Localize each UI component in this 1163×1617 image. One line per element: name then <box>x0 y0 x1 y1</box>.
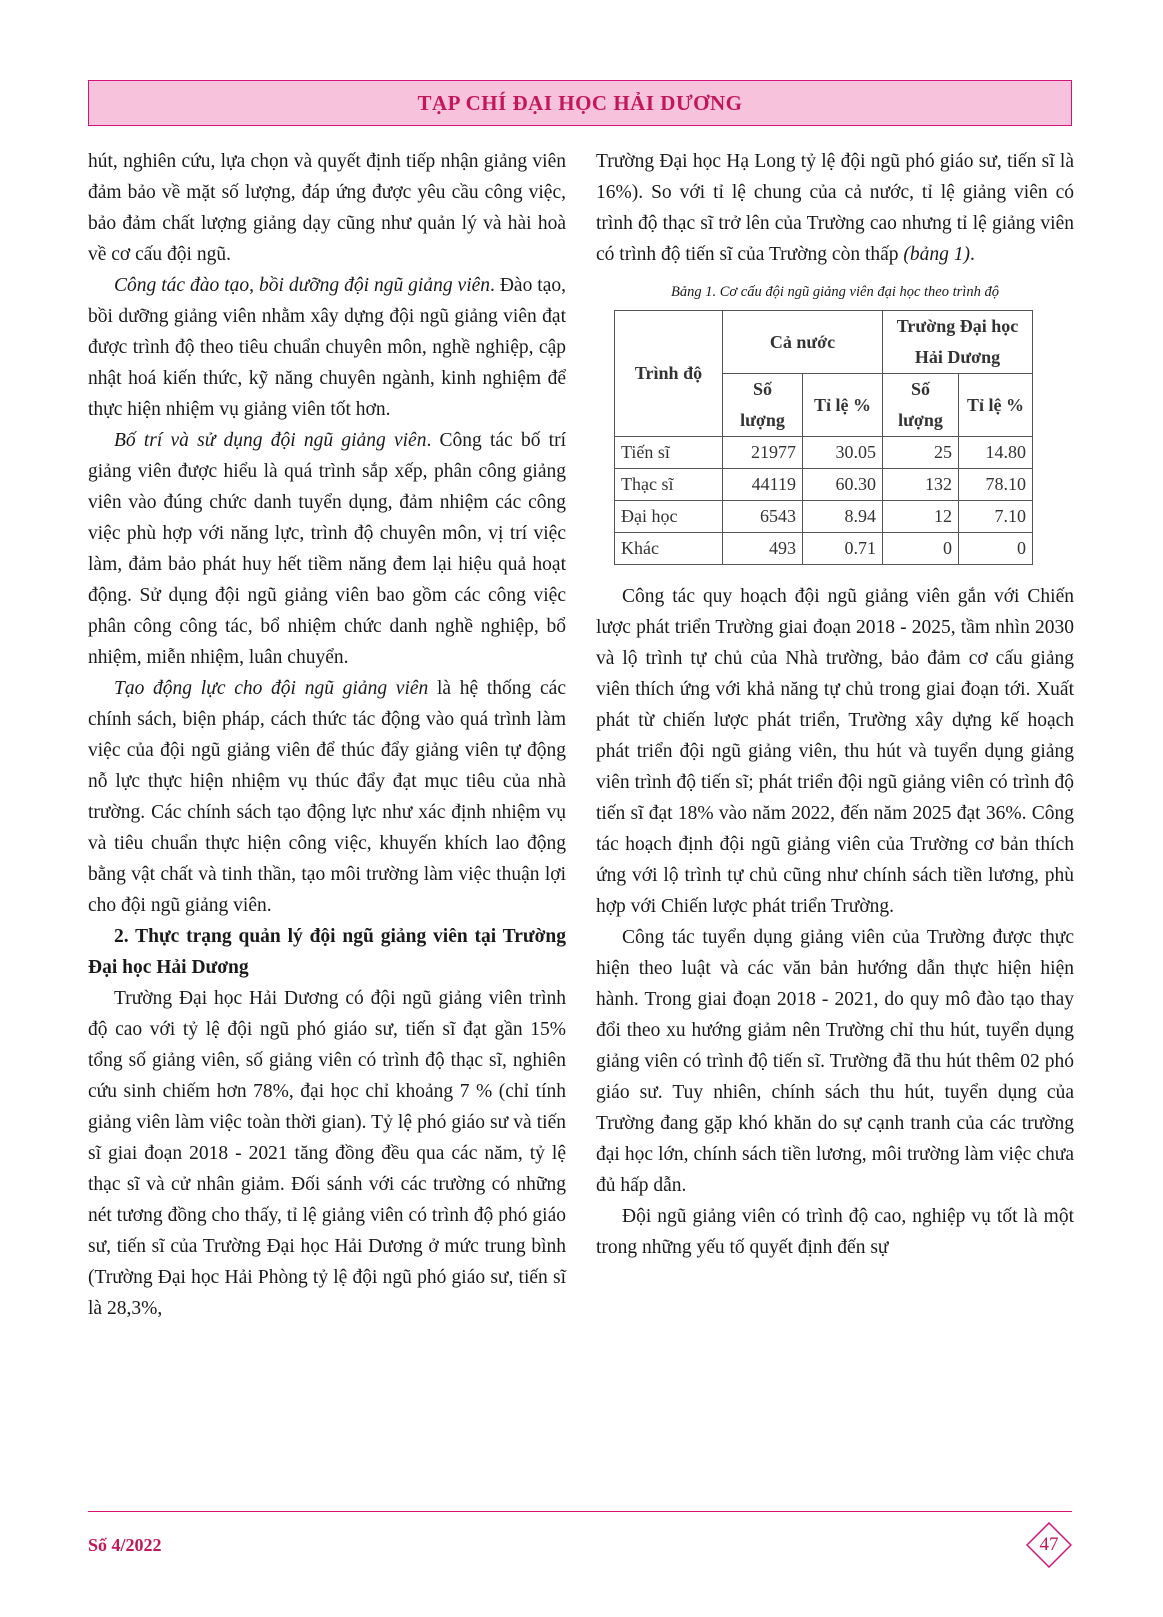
row-label: Đại học <box>615 501 723 533</box>
cell-value: 78.10 <box>959 469 1033 501</box>
table-reference: (bảng 1) <box>903 244 971 265</box>
cell-value: 6543 <box>723 501 803 533</box>
paragraph <box>596 146 1074 270</box>
paragraph: Đội ngũ giảng viên có trình độ cao, nghiệp vụ tốt là một trong những yếu tố quyết định đến sự <box>596 1206 1074 1258</box>
cell-value: 14.80 <box>959 437 1033 469</box>
cell-value: 44119 <box>723 469 803 501</box>
header-truong: Trường Đại học Hải Dương <box>883 311 1033 374</box>
header-ti-le: Tỉ lệ % <box>959 374 1033 437</box>
paragraph: Công tác tuyển dụng giảng viên của Trường được thực hiện theo luật và các văn bản hướng dẫn thực hiện hiện hành. Trong giai đoạn 2018 - 2021, do quy mô đào tạo thay đổi theo xu hướng giảm nên Trường chỉ thu hút, tuyển dụng giảng viên có trình độ tiến sĩ. Trường đã thu hút thêm 02 phó giáo sư. Tuy nhiên, chính sách thu hút, tuyển dụng của Trường đang gặp khó khăn do sự cạnh tranh của các trường đại học lớn, chính sách tiền lương, môi trường làm việc chưa đủ hấp dẫn. <box>596 927 1074 1196</box>
issue-number: Số 4/2022 <box>88 1535 162 1555</box>
paragraph <box>88 270 566 425</box>
cell-value: 0 <box>883 533 959 565</box>
row-label: Tiến sĩ <box>615 437 723 469</box>
paragraph-body: là hệ thống các chính sách, biện pháp, cách thức tác động vào quá trình làm việc của đội ngũ giảng viên để thúc đẩy giảng viên tự động nỗ lực thực hiện nhiệm vụ thúc đẩy đạt mục tiêu của nhà trường. Các chính sách tạo động lực như xác định nhiệm vụ và tiêu chuẩn thực hiện công việc, khuyến khích lao động bằng vật chất và tinh thần, tạo môi trường làm việc thuận lợi cho đội ngũ giảng viên. <box>88 678 566 916</box>
left-column <box>88 146 566 1324</box>
cell-value: 493 <box>723 533 803 565</box>
cell-value: 21977 <box>723 437 803 469</box>
cell-value: 0.71 <box>803 533 883 565</box>
cell-value: 25 <box>883 437 959 469</box>
right-column <box>596 146 1074 1263</box>
journal-title: TẠP CHÍ ĐẠI HỌC HẢI DƯƠNG <box>417 90 743 115</box>
paragraph-body: Trường Đại học Hạ Long tỷ lệ đội ngũ phó giáo sư, tiến sĩ là 16%). So với tỉ lệ chung của cả nước, tỉ lệ giảng viên có trình độ thạc sĩ trở lên của Trường cao nhưng tỉ lệ giảng viên có trình độ tiến sĩ của Trường còn thấp <box>596 151 1074 265</box>
italic-lead: Công tác đào tạo, bồi dưỡng đội ngũ giảng viên <box>114 275 491 296</box>
italic-lead: Tạo động lực cho đội ngũ giảng viên <box>114 678 429 699</box>
cell-value: 132 <box>883 469 959 501</box>
page-number: 47 <box>1039 1534 1059 1555</box>
journal-header <box>88 80 1072 126</box>
table-row <box>615 501 1033 533</box>
table-caption: Bảng 1. Cơ cấu đội ngũ giảng viên đại học theo trình độ <box>671 284 999 300</box>
header-ti-le: Tỉ lệ % <box>803 374 883 437</box>
paragraph-body: . Công tác bố trí giảng viên được hiểu là quá trình sắp xếp, phân công giảng viên vào đúng chức danh tuyển dụng, đảm nhiệm các công việc phù hợp với năng lực, trình độ chuyên môn, vị trí việc làm, đảm bảo phát huy hết tiềm năng đem lại hiệu quả hoạt động. Sử dụng đội ngũ giảng viên bao gồm các công việc phân công công tác, bổ nhiệm chức danh nghề nghiệp, bổ nhiệm, miễn nhiệm, luân chuyển. <box>88 430 566 668</box>
row-label: Thạc sĩ <box>615 469 723 501</box>
cell-value: 30.05 <box>803 437 883 469</box>
header-ca-nuoc: Cả nước <box>723 311 883 374</box>
header-trinh-do: Trình độ <box>615 311 723 437</box>
italic-lead: Bố trí và sử dụng đội ngũ giảng viên <box>114 430 427 451</box>
paragraph: Công tác quy hoạch đội ngũ giảng viên gắn với Chiến lược phát triển Trường giai đoạn 2018 - 2025, tầm nhìn 2030 và lộ trình tự chủ của Nhà trường, bảo đảm cơ cấu giảng viên thích ứng với khả năng tự chủ trong giai đoạn tới. Xuất phát từ chiến lược phát triển, Trường xây dựng kế hoạch phát triển đội ngũ giảng viên, thu hút và tuyển dụng giảng viên trình độ tiến sĩ; phát triển đội ngũ giảng viên có trình độ tiến sĩ đạt 18% vào năm 2022, đến năm 2025 đạt 36%. Công tác hoạch định đội ngũ giảng viên của Trường cơ bản thích ứng với lộ trình tự chủ cũng như chính sách tiền lương, phù hợp với Chiến lược phát triển Trường. <box>596 586 1074 917</box>
paragraph-end: . <box>970 244 975 265</box>
paragraph-body: . Đào tạo, bồi dưỡng giảng viên nhằm xây dựng đội ngũ giảng viên đạt được trình độ theo tiêu chuẩn chuyên môn, nghề nghiệp, cập nhật hoá kiến thức, kỹ năng chuyên ngành, kinh nghiệm để thực hiện nhiệm vụ giảng viên tốt hơn. <box>88 275 566 420</box>
table-row <box>615 437 1033 469</box>
table-row <box>615 533 1033 565</box>
row-label: Khác <box>615 533 723 565</box>
lecturer-qualification-table <box>614 310 1033 565</box>
cell-value: 0 <box>959 533 1033 565</box>
footer-divider <box>88 1511 1072 1512</box>
header-so-luong: Số lượng <box>883 374 959 437</box>
paragraph: hút, nghiên cứu, lựa chọn và quyết định tiếp nhận giảng viên đảm bảo về mặt số lượng, đáp ứng được yêu cầu công việc, bảo đảm chất lượng giảng dạy cũng như quản lý và hài hoà về cơ cấu đội ngũ. <box>88 151 566 265</box>
table-row <box>615 469 1033 501</box>
section-heading: 2. Thực trạng quản lý đội ngũ giảng viên tại Trường Đại học Hải Dương <box>88 926 566 978</box>
cell-value: 12 <box>883 501 959 533</box>
header-so-luong: Số lượng <box>723 374 803 437</box>
cell-value: 60.30 <box>803 469 883 501</box>
paragraph <box>88 425 566 673</box>
cell-value: 8.94 <box>803 501 883 533</box>
paragraph <box>88 673 566 921</box>
cell-value: 7.10 <box>959 501 1033 533</box>
paragraph: Trường Đại học Hải Dương có đội ngũ giảng viên trình độ cao với tỷ lệ đội ngũ phó giáo sư, tiến sĩ đạt gần 15% tổng số giảng viên, số giảng viên có trình độ thạc sĩ, nghiên cứu sinh chiếm hơn 78%, đại học chỉ khoảng 7 % (chỉ tính giảng viên làm việc toàn thời gian). Tỷ lệ phó giáo sư và tiến sĩ giai đoạn 2018 - 2021 tăng đồng đều qua các năm, tỷ lệ thạc sĩ và cử nhân giảm. Đối sánh với các trường có những nét tương đồng cho thấy, tỉ lệ giảng viên có trình độ phó giáo sư, tiến sĩ của Trường Đại học Hải Dương ở mức trung bình (Trường Đại học Hải Phòng tỷ lệ đội ngũ phó giáo sư, tiến sĩ là 28,3%, <box>88 988 566 1319</box>
